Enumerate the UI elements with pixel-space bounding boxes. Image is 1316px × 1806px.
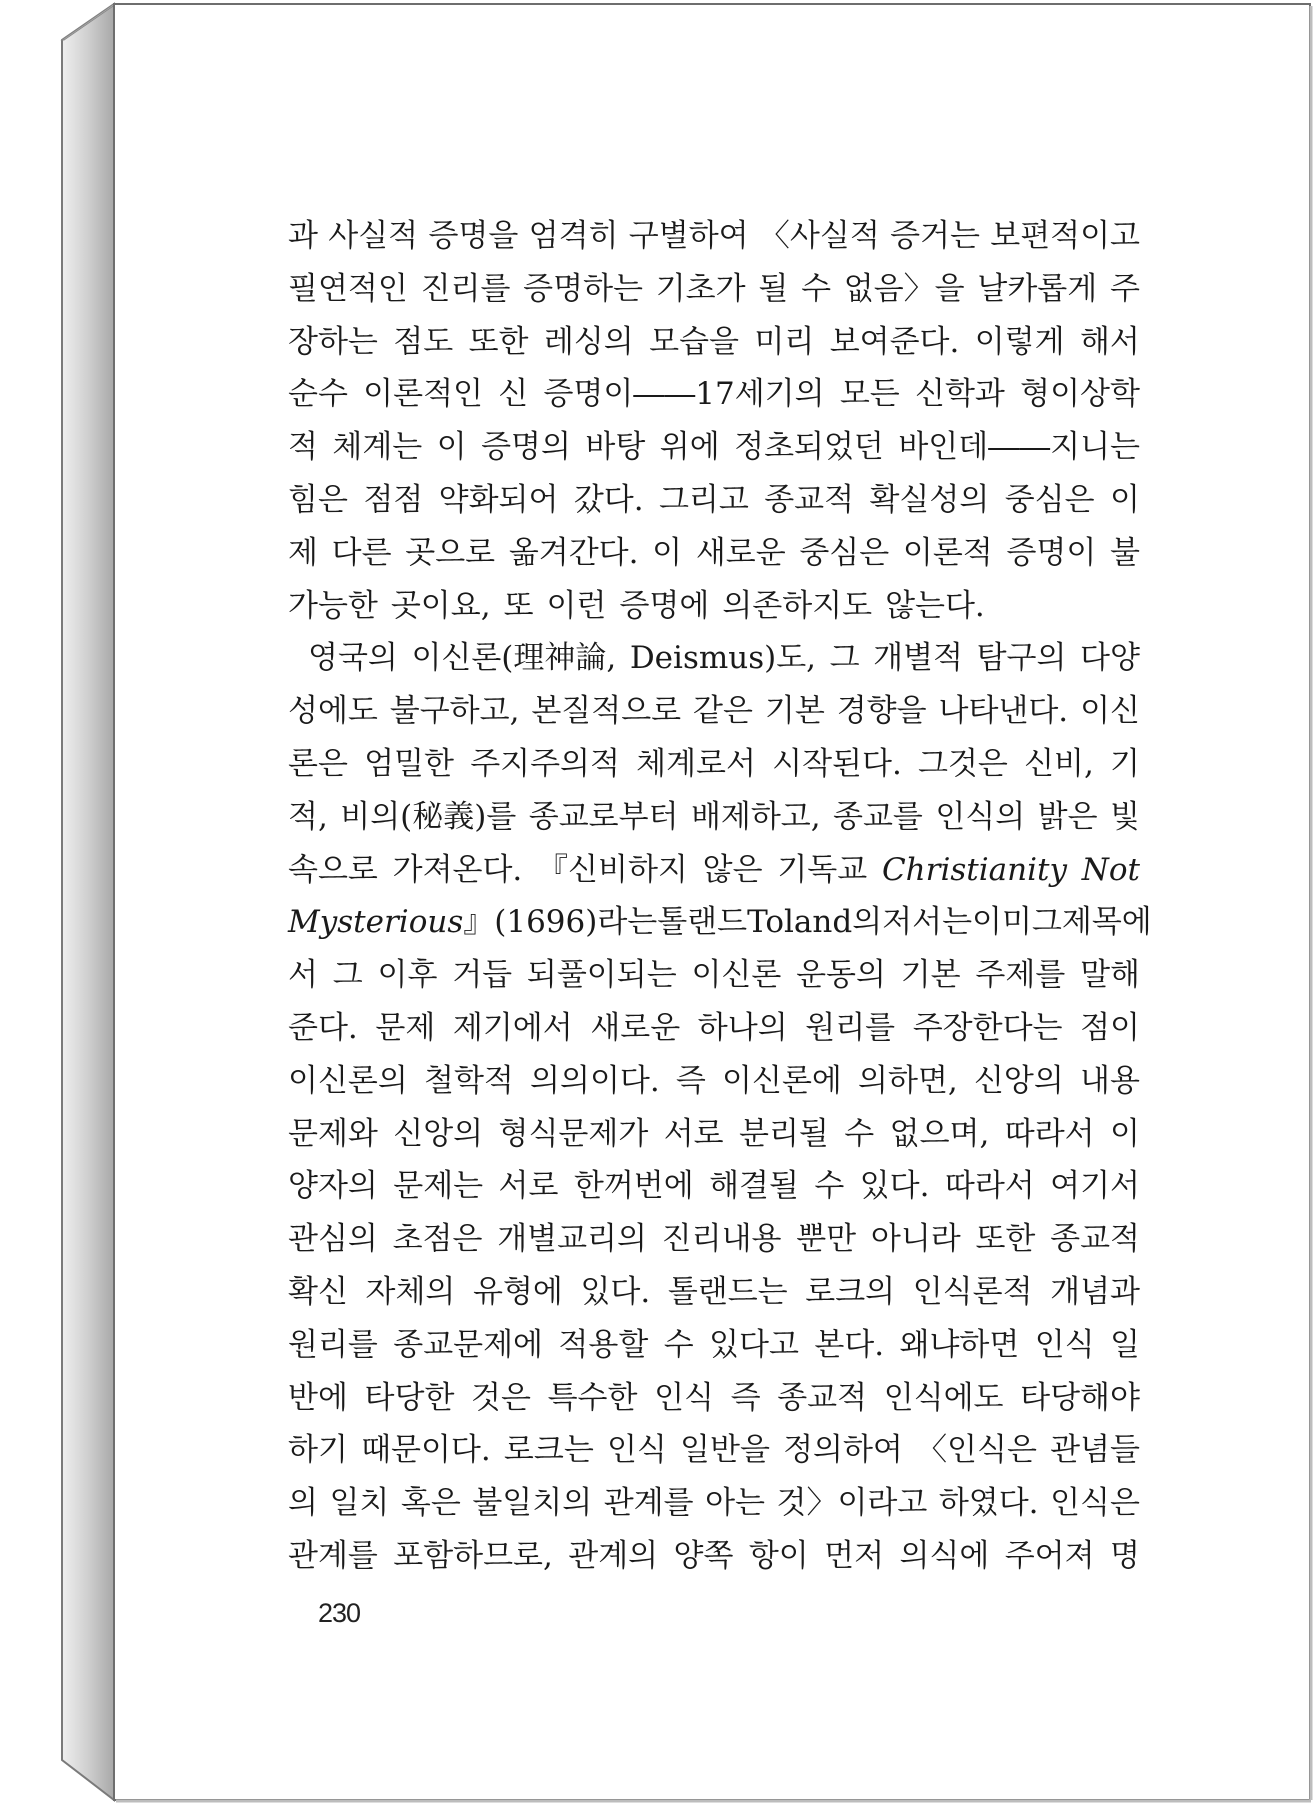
text-line: 의 일치 혹은 불일치의 관계를 아는 것〉이라고 하였다. 인식은 <box>288 1485 1140 1522</box>
text-line: 제 다른 곳으로 옮겨간다. 이 새로운 중심은 이론적 증명이 불 <box>288 534 1140 571</box>
book-spine <box>62 4 114 1800</box>
text-line: 원리를 종교문제에 적용할 수 있다고 본다. 왜냐하면 인식 일 <box>288 1326 1140 1363</box>
text-line: 속으로 가져온다. 『신비하지 않은 기독교 Christianity Not <box>288 851 1140 888</box>
text-line: Mysterious』(1696)라는 톨랜드 Toland의 저서는 이미 그 제목에 <box>288 904 1152 941</box>
text-line: 서 그 이후 거듭 되풀이되는 이신론 운동의 기본 주제를 말해 <box>288 957 1140 994</box>
text-line: 반에 타당한 것은 특수한 인식 즉 종교적 인식에도 타당해야 <box>288 1379 1140 1416</box>
text-line: 힘은 점점 약화되어 갔다. 그리고 종교적 확실성의 중심은 이 <box>288 481 1140 518</box>
text-line: 준다. 문제 제기에서 새로운 하나의 원리를 주장한다는 점이 <box>288 1009 1140 1046</box>
text-line: 필연적인 진리를 증명하는 기초가 될 수 없음〉을 날카롭게 주 <box>288 270 1140 307</box>
text-line: 적 체계는 이 증명의 바탕 위에 정초되었던 바인데――지니는 <box>288 429 1140 466</box>
text-line: 순수 이론적인 신 증명이――17세기의 모든 신학과 형이상학 <box>288 376 1140 413</box>
text-line: 양자의 문제는 서로 한꺼번에 해결될 수 있다. 따라서 여기서 <box>288 1168 1140 1205</box>
text-line: 성에도 불구하고, 본질적으로 같은 기본 경향을 나타낸다. 이신 <box>288 693 1140 730</box>
page-number: 230 <box>318 1598 361 1628</box>
text-line: 하기 때문이다. 로크는 인식 일반을 정의하여 〈인식은 관념들 <box>288 1432 1140 1469</box>
text-line: 관계를 포함하므로, 관계의 양쪽 항이 먼저 의식에 주어져 명 <box>288 1537 1140 1574</box>
text-line: 과 사실적 증명을 엄격히 구별하여 〈사실적 증거는 보편적이고 <box>288 218 1140 254</box>
text-line: 확신 자체의 유형에 있다. 톨랜드는 로크의 인식론적 개념과 <box>288 1273 1140 1310</box>
text-line: 가능한 곳이요, 또 이런 증명에 의존하지도 않는다. <box>288 587 985 624</box>
text-line: 문제와 신앙의 형식문제가 서로 분리될 수 없으며, 따라서 이 <box>288 1115 1140 1152</box>
text-line: 관심의 초점은 개별교리의 진리내용 뿐만 아니라 또한 종교적 <box>288 1221 1140 1258</box>
text-line: 영국의 이신론(理神論, Deismus)도, 그 개별적 탐구의 다양 <box>308 640 1140 677</box>
text-line: 적, 비의(秘義)를 종교로부터 배제하고, 종교를 인식의 밝은 빛 <box>288 798 1140 835</box>
text-line: 론은 엄밀한 주지주의적 체계로서 시작된다. 그것은 신비, 기 <box>288 745 1140 782</box>
text-line: 이신론의 철학적 의의이다. 즉 이신론에 의하면, 신앙의 내용 <box>288 1062 1140 1099</box>
body-text <box>288 210 1152 1583</box>
text-line: 장하는 점도 또한 레싱의 모습을 미리 보여준다. 이렇게 해서 <box>288 323 1140 360</box>
